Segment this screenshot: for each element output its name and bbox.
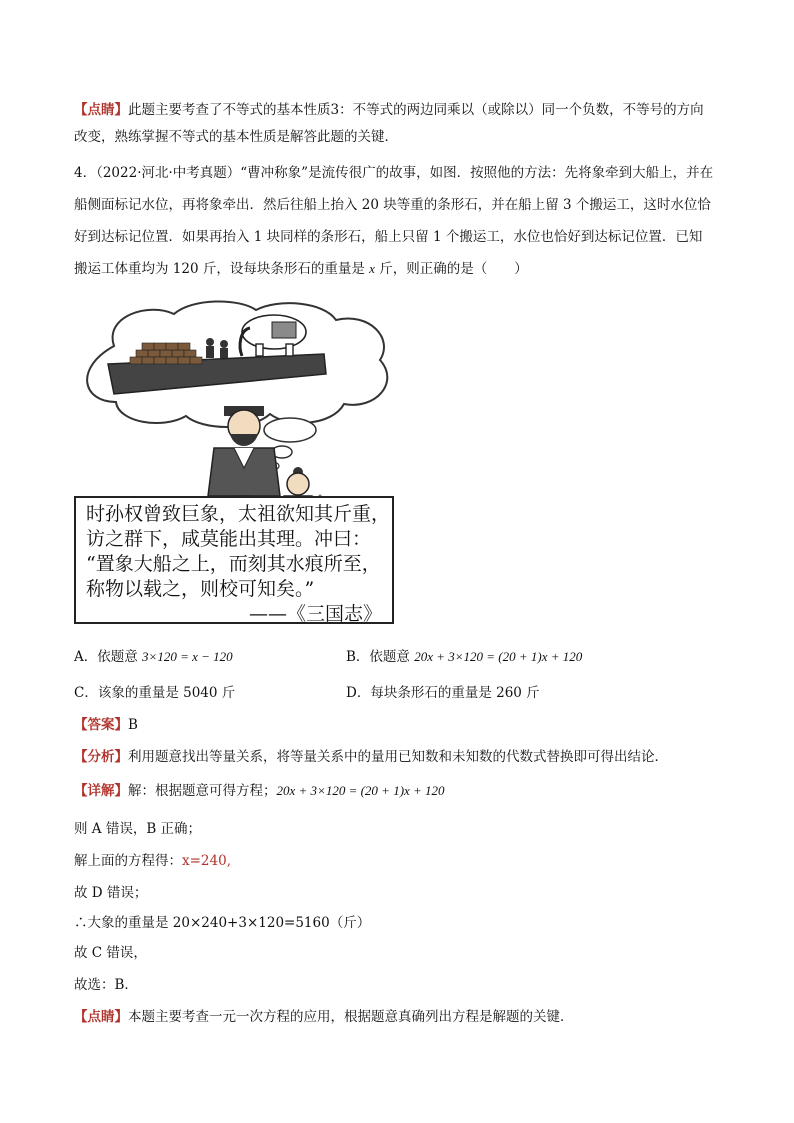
detail-line6: 故 C 错误， <box>74 945 147 961</box>
option-b-label: B．依题意 <box>346 649 410 665</box>
option-c: C．该象的重量是 5040 斤 <box>74 685 236 701</box>
note-tag: 【点睛】 <box>74 1009 128 1025</box>
detail-line4: 故 D 错误； <box>74 885 148 901</box>
detail-line3-text: 解上面的方程得： <box>74 853 182 869</box>
answer-tag: 【答案】 <box>74 717 128 733</box>
answer-value: B <box>128 717 138 733</box>
note-text: 本题主要考查一元一次方程的应用，根据题意真确列出方程是解题的关键． <box>128 1009 574 1025</box>
option-b <box>346 648 582 666</box>
analysis-line <box>74 748 668 766</box>
prev-note-line2: 改变，熟练掌握不等式的基本性质是解答此题的关键． <box>74 129 398 145</box>
quote-line3: “置象大船之上，而刻其水痕所至， <box>86 553 381 575</box>
option-b-expression: 20x + 3×120 = (20 + 1)x + 120 <box>414 649 583 664</box>
question-line2: 船侧面标记水位，再将象牵出．然后往船上抬入 20 块等重的条形石，并在船上留 3 个搬运工，这时水位恰 <box>74 197 711 213</box>
option-a <box>74 648 233 666</box>
prev-note-tag: 【点睛】 <box>74 102 128 118</box>
option-a-label: A．依题意 <box>74 649 138 665</box>
option-a-expression: 3×120 = x − 120 <box>142 649 233 664</box>
detail-line7: 故选：B． <box>74 977 138 993</box>
quote-source: ——《三国志》 <box>248 603 382 625</box>
detail-line2: 则 A 错误，B 正确； <box>74 821 202 837</box>
quote-box <box>74 496 394 624</box>
thought-bubble-large <box>264 418 316 442</box>
option-d: D．每块条形石的重量是 260 斤 <box>346 685 540 701</box>
answer-line <box>74 716 138 734</box>
detail-line1 <box>74 782 445 800</box>
question-line4-a: 搬运工体重均为 120 斤，设每块条形石的重量是 <box>74 261 370 277</box>
quote-line4: 称物以载之，则校可知矣。” <box>86 578 315 600</box>
quote-line2: 访之群下，咸莫能出其理。冲曰： <box>86 528 372 550</box>
prev-note-line1 <box>74 101 704 119</box>
analysis-text: 利用题意找出等量关系，将等量关系中的量用已知数和未知数的代数式替换即可得出结论． <box>128 749 668 765</box>
question-variable: x <box>369 261 375 276</box>
detail-intro: 解：根据题意可得方程； <box>128 783 277 799</box>
detail-line3-value: x=240, <box>182 853 231 869</box>
question-line1: 4．（2022·河北·中考真题）“曹冲称象”是流传很广的故事，如图．按照他的方法：先将象牵到大船上，并在 <box>74 165 714 181</box>
question-line4-b: 斤，则正确的是（ ） <box>374 261 528 277</box>
detail-equation: 20x + 3×120 = (20 + 1)x + 120 <box>276 783 445 798</box>
question-line3: 好到达标记位置．如果再抬入 1 块同样的条形石，船上只留 1 个搬运工，水位也恰好到达标记位置．已知 <box>74 229 703 245</box>
detail-line5: ∴大象的重量是 20×240+3×120=5160（斤） <box>74 915 371 931</box>
note-line <box>74 1008 574 1026</box>
analysis-tag: 【分析】 <box>74 749 128 765</box>
question-line4 <box>74 260 528 278</box>
detail-line3 <box>74 852 231 870</box>
prev-note-text: 此题主要考查了不等式的基本性质3：不等式的两边同乘以（或除以）同一个负数，不等号的方向 <box>128 102 704 118</box>
quote-line1: 时孙权曾致巨象，太祖欲知其斤重， <box>86 503 391 525</box>
detail-tag: 【详解】 <box>74 783 128 799</box>
